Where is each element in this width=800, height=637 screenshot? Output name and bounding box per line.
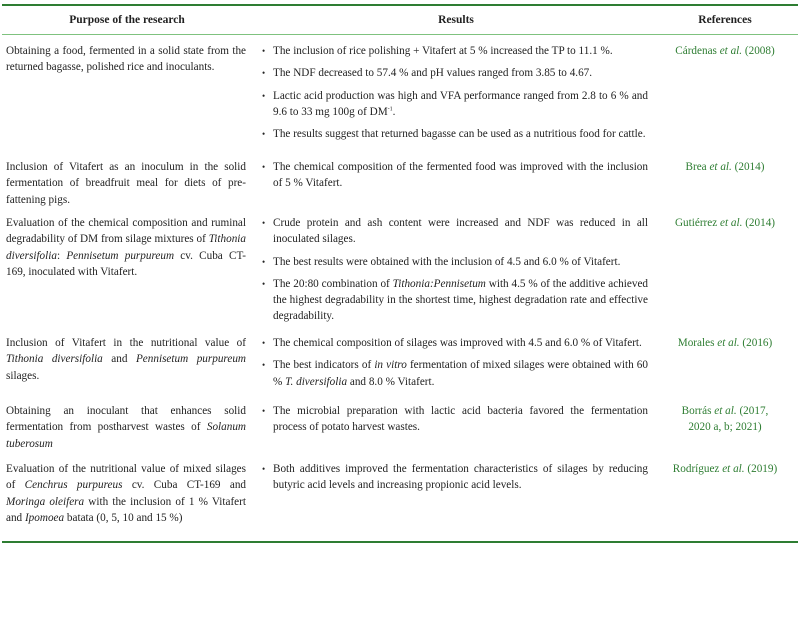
results-cell	[248, 335, 652, 403]
result-bullet: • The best results were obtained with the inclusion of 4.5 and 6.0 % of Vitafert.	[260, 254, 652, 270]
result-bullet: • The microbial preparation with lactic acid bacteria favored the fermentation process of potato harvest wastes.	[260, 403, 652, 436]
reference-link[interactable]: Borrás et al. (2017, 2020 a, b; 2021)	[681, 405, 769, 434]
result-bullet: • The inclusion of rice polishing + Vitafert at 5 % increased the TP to 11.1 %.	[260, 43, 652, 59]
header-results: Results	[438, 14, 474, 26]
reference-link[interactable]: Morales et al. (2016)	[677, 337, 773, 349]
table-header	[2, 6, 798, 34]
header-purpose: Purpose of the research	[69, 14, 185, 26]
purpose-cell: Obtaining an inoculant that enhances solid fermentation from postharvest wastes of Solanum tuberosum	[6, 405, 246, 450]
results-cell	[248, 461, 652, 541]
purpose-cell: Inclusion of Vitafert as an inoculum in the solid fermentation of breadfruit meal for diets of pre-fattening pigs.	[6, 161, 246, 206]
result-bullet: • Lactic acid production was high and VFA performance ranged from 2.8 to 6 % and 9.6 to 33 mg 100g of $DM^{-1}$.	[260, 88, 652, 121]
result-bullet: • The 20:80 combination of Tithonia:Pennisetum with 4.5 % of the additive achieved the highest degradability in the shortest time, highest degradation rate and effective degradability.	[260, 276, 652, 325]
results-cell	[248, 403, 652, 461]
table-body	[2, 35, 798, 541]
result-bullet: • The chemical composition of silages was improved with 4.5 and 6.0 % of Vitafert.	[260, 335, 652, 351]
research-table	[2, 4, 798, 543]
table-row	[2, 215, 798, 335]
purpose-cell: Evaluation of the chemical composition and ruminal degradability of DM from silage mixtures of Tithonia diversifolia: Pennisetum purpureum cv. Cuba CT-169, inoculated with Vitafert.	[6, 217, 246, 278]
table-row	[2, 461, 798, 541]
purpose-cell: Obtaining a food, fermented in a solid state from the returned bagasse, polished rice and inoculants.	[6, 45, 246, 74]
reference-link[interactable]: Gutiérrez et al. (2014)	[674, 217, 776, 229]
table-row	[2, 43, 798, 159]
result-bullet: • Both additives improved the fermentation characteristics of silages by reducing butyric acid levels and increasing propionic acid levels.	[260, 461, 652, 494]
header-references: References	[698, 14, 752, 26]
reference-link[interactable]: Cárdenas et al. (2008)	[675, 45, 775, 57]
purpose-cell: Evaluation of the nutritional value of mixed silages of Cenchrus purpureus cv. Cuba CT-169 and Moringa oleifera with the inclusion of 1 % Vitafert and Ipomoea batata (0, 5, 10 and 15 %)	[6, 463, 247, 524]
result-bullet: • The results suggest that returned bagasse can be used as a nutritious food for cattle.	[260, 126, 652, 142]
purpose-cell: Inclusion of Vitafert in the nutritional value of Tithonia diversifolia and Pennisetum purpureum silages.	[6, 337, 246, 382]
reference-link[interactable]: Brea et al. (2014)	[685, 161, 765, 173]
result-bullet: • Crude protein and ash content were increased and NDF was reduced in all inoculated silages.	[260, 215, 652, 248]
table-row	[2, 335, 798, 403]
results-cell	[248, 215, 652, 335]
results-cell	[248, 159, 652, 215]
results-cell	[248, 43, 652, 159]
result-bullet: • The NDF decreased to 57.4 % and pH values ranged from 3.85 to 4.67.	[260, 65, 652, 81]
bottom-rule	[2, 541, 798, 543]
result-bullet: • The best indicators of in vitro fermentation of mixed silages were obtained with 60 % T. diversifolia and 8.0 % Vitafert.	[260, 357, 652, 390]
table-row	[2, 159, 798, 215]
reference-link[interactable]: Rodríguez et al. (2019)	[672, 463, 778, 475]
result-bullet: • The chemical composition of the fermented food was improved with the inclusion of 5 % Vitafert.	[260, 159, 652, 192]
table-row	[2, 403, 798, 461]
